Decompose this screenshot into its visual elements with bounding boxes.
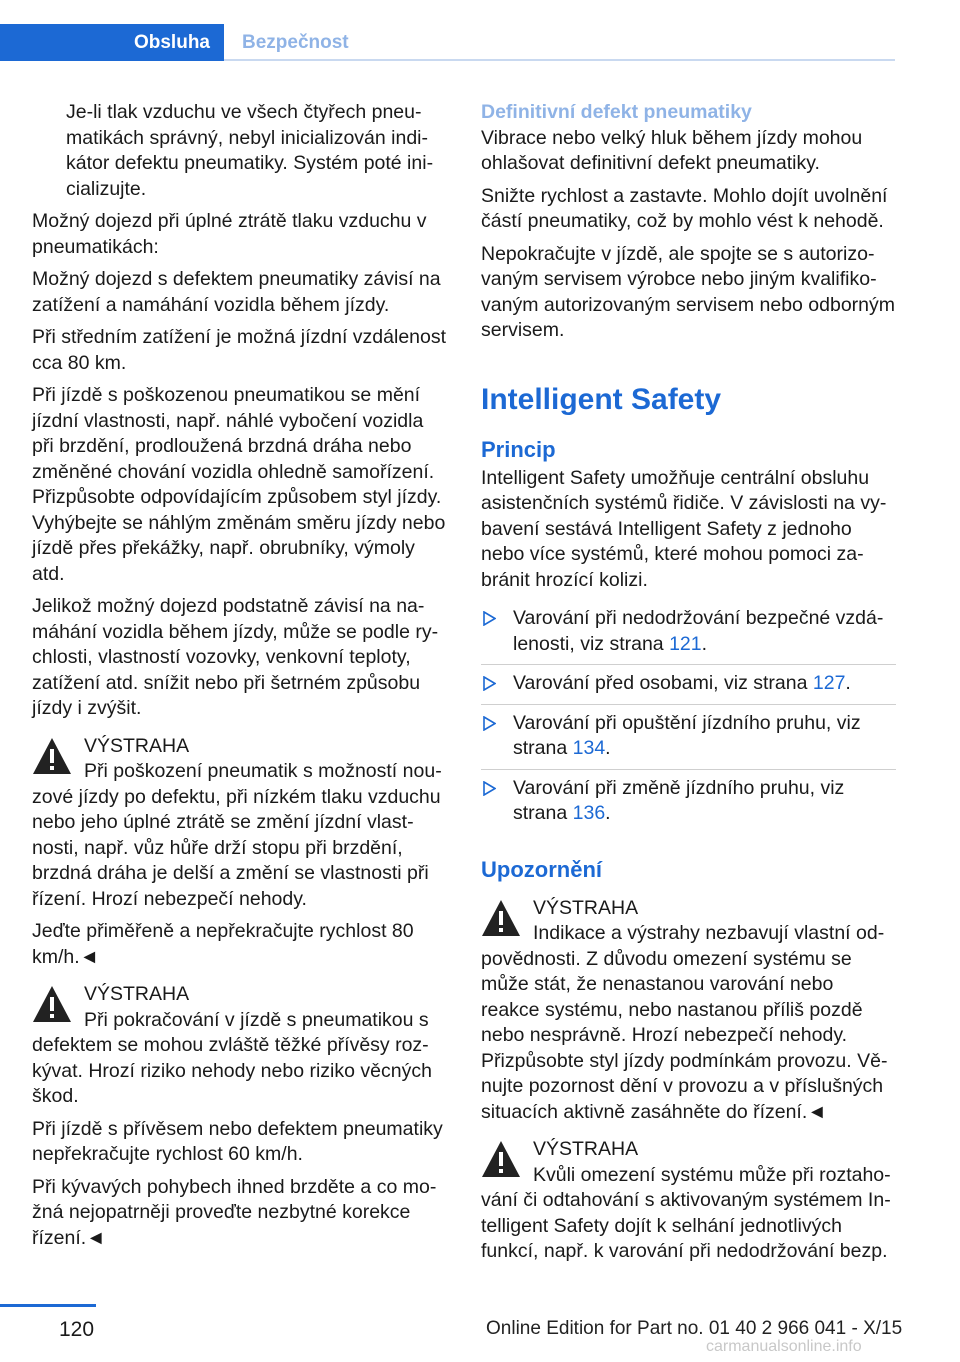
list-item-end: . xyxy=(701,632,708,655)
list-item-text: Varování při změně jízdního pruhu, viz strana xyxy=(513,776,845,824)
triangle-bullet-icon xyxy=(483,716,496,731)
paragraph: Nepokračujte v jízdě, ale spojte se s autorizovaným servisem výrobce nebo jiným kvalifikovaným autorizovaným servisem nebo odborným servisem. xyxy=(481,242,896,341)
paragraph: Intelligent Safety umožňuje centrální obsluhu asistenčních systémů řidiče. V závislosti na vybavení sestává Intelligent Safety z jednoho nebo více systémů, které mohou pomoci zabránit hrozící kolizi. xyxy=(481,466,887,591)
right-column xyxy=(481,100,896,1272)
list-item-end: . xyxy=(605,802,611,824)
warning-block xyxy=(32,982,450,1251)
paragraph: Jelikož možný dojezd podstatně závisí na namáhání vozidla během jízdy, může se podle rychlosti, vlastností vozovky, venkovní teploty, zatížení atd. snížit nebo při šetrném způsobu jízdy i zvýšit. xyxy=(32,595,439,719)
list-item xyxy=(481,665,896,705)
warning-text: Při poškození pneumatik s možností nouzové jízdy po defektu, při nízkém tlaku vzduchu nebo jeho úplné ztrátě se změní jízdní vlastnosti, např. vůz hůře drží stopu při brzdění, brzdná dráha je delší a změní se vlastnosti při řízení. Hrozí nebezpečí nehody. xyxy=(32,760,442,910)
paragraph: Je-li tlak vzduchu ve všech čtyřech pneumatikách správný, nebyl inicializován indikátor defektu pneumatiky. Systém poté inicializujte. xyxy=(66,101,434,200)
list-item-end: . xyxy=(845,672,851,694)
left-column xyxy=(32,100,450,1258)
list-item-end: . xyxy=(605,737,611,759)
tab-obsluha-label: Obsluha xyxy=(133,32,210,53)
subsection-heading: Upozornění xyxy=(481,856,602,882)
warning-text: Jeďte přiměřeně a nepřekračujte rychlost 80 km/h.◄ xyxy=(32,920,414,968)
header-tabs xyxy=(0,24,895,61)
paragraph: Možný dojezd při úplné ztrátě tlaku vzduchu v pneumatikách: xyxy=(32,210,427,258)
watermark: carmanualsonline.info xyxy=(706,1338,862,1355)
header-rule xyxy=(224,59,895,61)
list-item xyxy=(481,705,896,770)
warning-block xyxy=(481,1137,896,1265)
triangle-bullet-icon xyxy=(483,781,496,796)
subsection-heading: Princip xyxy=(481,436,556,462)
paragraph: Při středním zatížení je možná jízdní vzdálenost cca 80 km. xyxy=(32,326,447,374)
section-heading: Intelligent Safety xyxy=(481,382,722,416)
bullet-list xyxy=(481,600,896,834)
warning-block xyxy=(481,896,896,1126)
warning-title: VÝSTRAHA xyxy=(533,896,639,919)
triangle-bullet-icon xyxy=(483,676,496,691)
warning-text: Indikace a výstrahy nezbavují vlastní odpovědnosti. Z důvodu omezení systému se může stát, že nenastanou varování nebo reakce systému, nebo nastanou příliš pozdě nebo nesprávně. Hrozí nebezpečí nehody. Přizpůsobte styl jízdy podmínkám provozu. Věnujte pozornost dění v provozu a v příslušných situacích aktivně zasáhněte do řízení.◄ xyxy=(481,922,888,1123)
warning-triangle-icon xyxy=(32,984,72,1024)
warning-text: Při jízdě s přívěsem nebo defektem pneumatiky nepřekračujte rychlost 60 km/h. xyxy=(32,1117,443,1165)
subheading: Definitivní defekt pneumatiky xyxy=(481,101,752,123)
tab-obsluha[interactable] xyxy=(0,24,224,61)
paragraph: Vibrace nebo velký hluk během jízdy mohou ohlašovat definitivní defekt pneumatiky. xyxy=(481,126,863,174)
warning-triangle-icon xyxy=(481,898,521,938)
warning-triangle-icon xyxy=(32,736,72,776)
warning-title: VÝSTRAHA xyxy=(533,1138,639,1160)
list-item-text: Varování při nedodržování bezpečné vzdálenosti, viz strana xyxy=(513,607,884,655)
list-item xyxy=(481,600,896,665)
warning-text: Při pokračování v jízdě s pneumatikou s defektem se mohou zvláště těžké přívěsy rozkývat. Hrozí riziko nehody nebo riziko věcných škod. xyxy=(32,1008,432,1107)
page-link[interactable]: 121 xyxy=(669,632,702,655)
page-number: 120 xyxy=(59,1318,95,1341)
page-link[interactable]: 134 xyxy=(572,737,606,759)
paragraph: Možný dojezd s defektem pneumatiky závisí na zatížení a namáhání vozidla během jízdy. xyxy=(32,268,441,316)
triangle-bullet-icon xyxy=(483,611,496,626)
tab-bezpecnost-label: Bezpečnost xyxy=(242,32,349,53)
warning-triangle-icon xyxy=(481,1139,521,1179)
warning-text: Kvůli omezení systému může při roztahování či odtahování s aktivovaným systémem Intelligent Safety dojít k selhání jednotlivých funkcí, např. k varování při nedodržování bezp. xyxy=(481,1163,891,1262)
warning-title: VÝSTRAHA xyxy=(84,734,190,757)
tab-bezpecnost[interactable] xyxy=(224,24,895,61)
list-item-text: Varování před osobami, viz strana xyxy=(513,672,813,694)
list-item-text: Varování při opuštění jízdního pruhu, viz strana xyxy=(513,711,861,759)
list-item xyxy=(481,770,896,834)
warning-text: Při kývavých pohybech ihned brzděte a co možná nejopatrněji proveďte nezbytné korekce řízení.◄ xyxy=(32,1175,437,1249)
page-link[interactable]: 127 xyxy=(812,672,846,694)
page-link[interactable]: 136 xyxy=(572,802,606,824)
paragraph: Při jízdě s poškozenou pneumatikou se mění jízdní vlastnosti, např. náhlé vybočení vozidla při brzdění, prodloužená brzdná dráha nebo změněné chování vozidla ohledně samořízení. Přizpůsobte odpovídajícím způsobem styl jízdy. Vyhýbejte se náhlým změnám směru jízdy nebo jízdě přes překážky, např. obrubníky, výmoly atd. xyxy=(32,384,446,585)
warning-title: VÝSTRAHA xyxy=(84,983,190,1005)
footer-rule xyxy=(0,1304,96,1307)
warning-block xyxy=(32,734,450,971)
edition-note: Online Edition for Part no. 01 40 2 966 041 - X/15 xyxy=(486,1318,903,1339)
paragraph: Snižte rychlost a zastavte. Mohlo dojít uvolnění částí pneumatiky, což by mohlo vést k nehodě. xyxy=(481,184,888,232)
